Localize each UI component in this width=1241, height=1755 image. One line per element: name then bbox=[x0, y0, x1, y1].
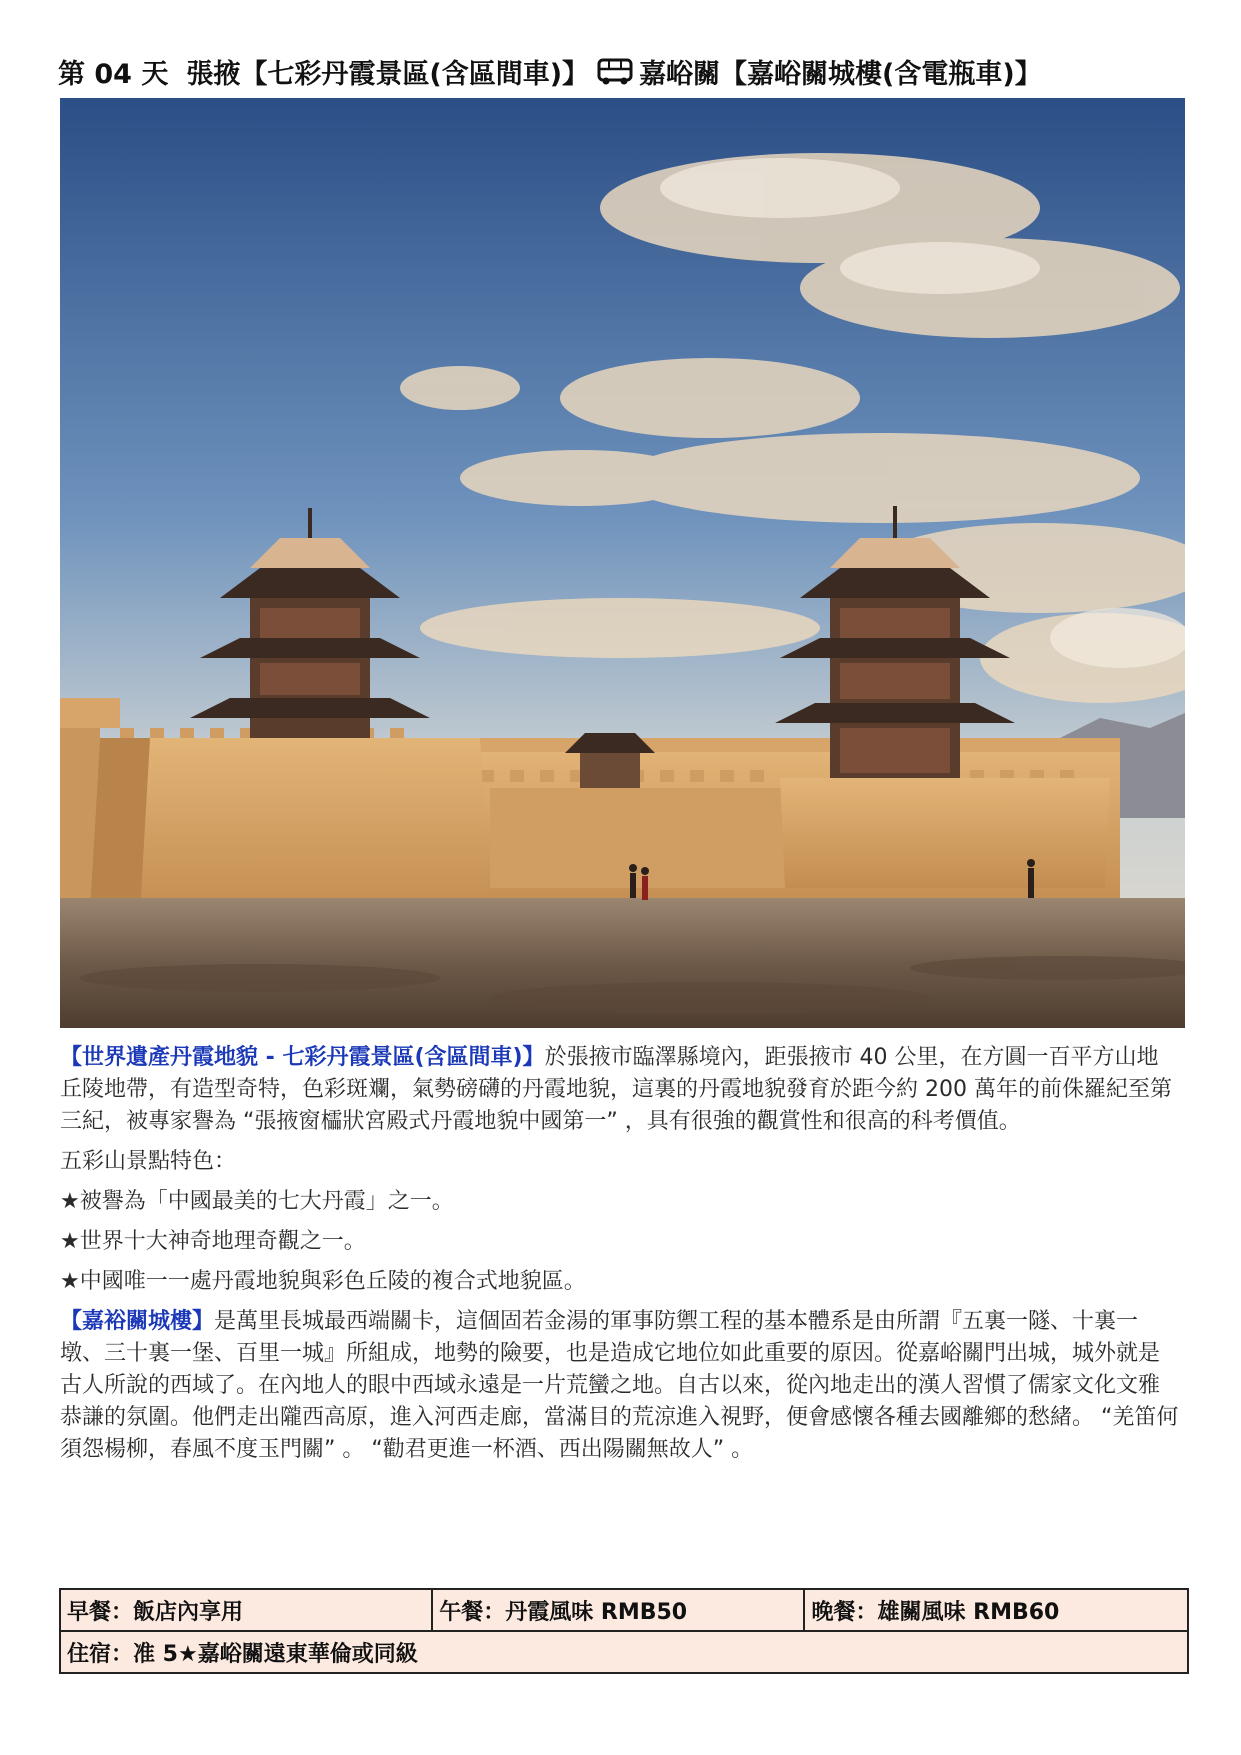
title-part-zhangye: 張掖【七彩丹霞景區(含區間車)】 bbox=[186, 59, 590, 90]
danxia-body: 於張掖市臨澤縣境內，距張掖市 40 公里，在方圓一百平方山地丘陵地帶，有造型奇特，色彩斑斕，氣勢磅礴的丹霞地貌，這裏的丹霞地貌發育於距今約 200 萬年的前侏羅紀至第三紀，被專家譽為 “張掖窗櫺狀宮殿式丹霞地貌中國第一” ，具有很強的觀賞性和很高的科考價值。 bbox=[60, 1045, 1172, 1134]
meal-row bbox=[60, 1589, 1188, 1631]
dinner-cell: 晚餐：雄關風味 RMB60 bbox=[804, 1589, 1188, 1631]
itinerary-description bbox=[60, 1042, 1180, 1474]
day-title bbox=[58, 52, 1188, 91]
title-part-jiayuguan: 嘉峪關【嘉峪關城樓(含電瓶車)】 bbox=[639, 59, 1042, 90]
jiayuguan-paragraph bbox=[60, 1306, 1180, 1466]
feature-item: ★世界十大神奇地理奇觀之一。 bbox=[60, 1229, 366, 1254]
lunch-cell: 午餐：丹霞風味 RMB50 bbox=[432, 1589, 804, 1631]
lodging-cell: 住宿：准 5★嘉峪關遠東華倫或同級 bbox=[60, 1631, 1188, 1673]
danxia-paragraph bbox=[60, 1042, 1180, 1138]
danxia-heading: 【世界遺產丹霞地貌 - 七彩丹霞景區(含區間車)】 bbox=[60, 1045, 545, 1070]
breakfast-cell: 早餐：飯店內享用 bbox=[60, 1589, 432, 1631]
lodging-row bbox=[60, 1631, 1188, 1673]
bus-icon bbox=[597, 57, 633, 87]
feature-item: ★被譽為「中國最美的七大丹霞」之一。 bbox=[60, 1189, 454, 1214]
features-intro: 五彩山景點特色： bbox=[60, 1149, 237, 1174]
meal-lodging-table bbox=[59, 1588, 1189, 1674]
feature-item: ★中國唯一一處丹霞地貌與彩色丘陵的複合式地貌區。 bbox=[60, 1269, 586, 1294]
jiayuguan-heading: 【嘉裕關城樓】 bbox=[60, 1309, 215, 1334]
jiayuguan-body: 是萬里長城最西端關卡，這個固若金湯的軍事防禦工程的基本體系是由所謂『五裏一隧、十裏一墩、三十裏一堡、百里一城』所組成，地勢的險要，也是造成它地位如此重要的原因。從嘉峪關門出城，城外就是古人所說的西域了。在內地人的眼中西域永遠是一片荒蠻之地。自古以來，從內地走出的漢人習慣了儒家文化文雅恭謙的氛圍。他們走出隴西高原，進入河西走廊，當滿目的荒涼進入視野，便會感懷各種去國離鄉的愁緒。 “羌笛何須怨楊柳，春風不度玉門關” 。 “勸君更進一杯酒、西出陽關無故人” 。 bbox=[60, 1309, 1179, 1462]
day-label: 第 04 天 bbox=[58, 59, 169, 90]
jiayuguan-fortress-photo bbox=[60, 98, 1185, 1028]
